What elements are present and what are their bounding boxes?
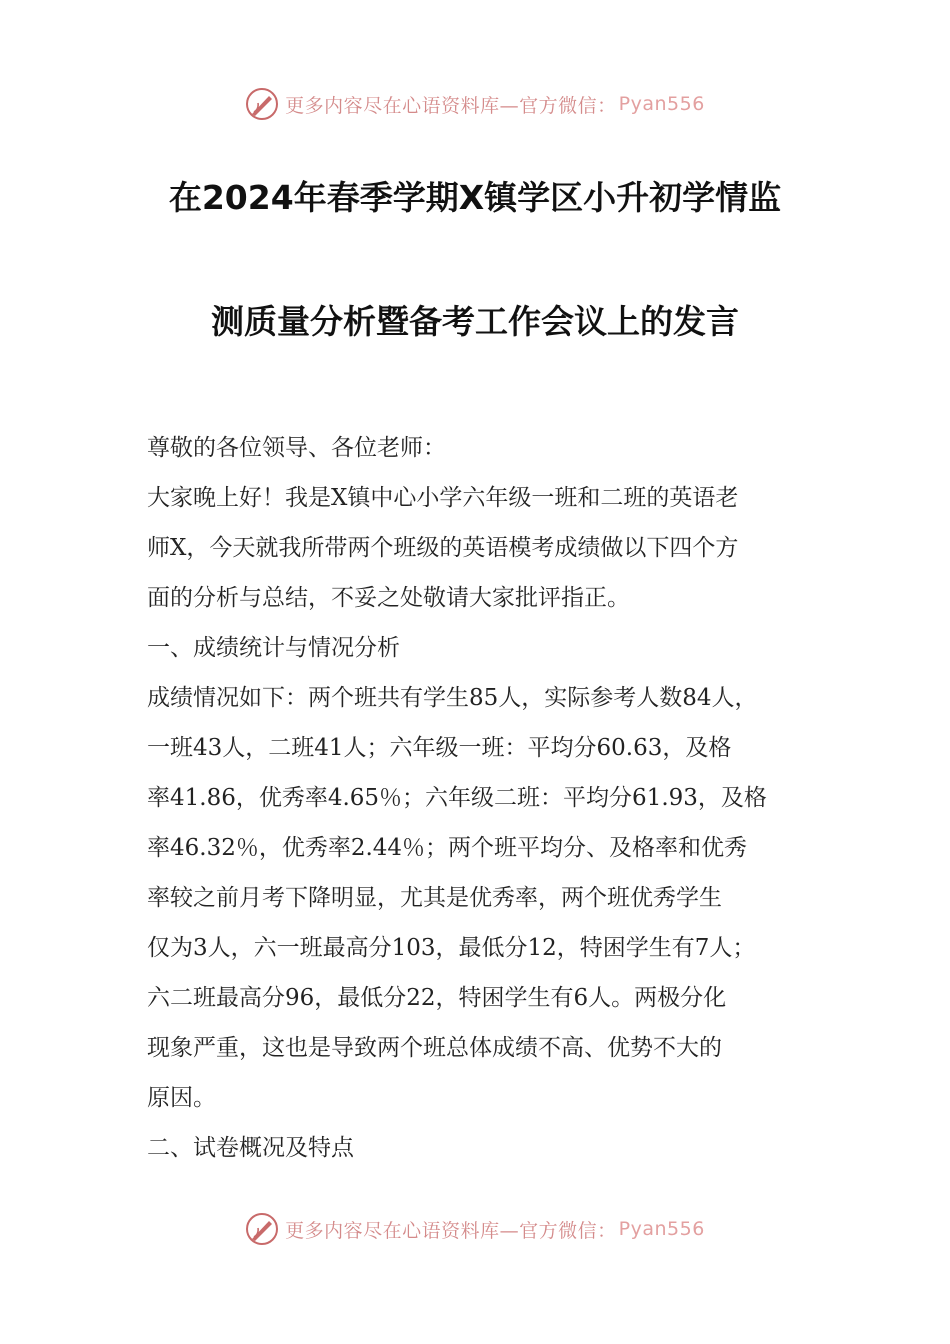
paragraph-line: 面的分析与总结，不妥之处敬请大家批评指正。: [147, 585, 630, 611]
document-title-line-2: 测质量分析暨备考工作会议上的发言: [211, 302, 739, 341]
section-heading-2: 二、试卷概况及特点: [147, 1135, 354, 1161]
paragraph-line: 一班43人，二班41人；六年级一班：平均分60.63，及格: [147, 735, 732, 761]
banner-wechat-id: Pyan556: [618, 93, 705, 115]
paragraph-line: 六二班最高分96，最低分22，特困学生有6人。两极分化: [147, 985, 727, 1011]
paragraph-line: 率41.86，优秀率4.65％；六年级二班：平均分61.93，及格: [147, 785, 767, 811]
paragraph-line: 师X，今天就我所带两个班级的英语模考成绩做以下四个方: [147, 535, 739, 561]
document-body: [147, 423, 822, 1173]
paragraph-line: 大家晚上好！我是X镇中心小学六年级一班和二班的英语老: [147, 485, 739, 511]
document-title-line-1: 在2024年春季学期X镇学区小升初学情监: [168, 178, 782, 217]
section-heading-1: 一、成绩统计与情况分析: [147, 635, 400, 661]
header-watermark-banner: [0, 84, 950, 124]
paragraph-line: 率较之前月考下降明显，尤其是优秀率，两个班优秀学生: [147, 885, 722, 911]
banner-wechat-id: Pyan556: [618, 1218, 705, 1240]
paragraph-line: 现象严重，这也是导致两个班总体成绩不高、优势不大的: [147, 1035, 722, 1061]
banner-text: 更多内容尽在心语资料库—官方微信：: [285, 1219, 617, 1242]
paragraph-line: 率46.32％，优秀率2.44％；两个班平均分、及格率和优秀: [147, 835, 748, 861]
paragraph-line: 仅为3人，六一班最高分103，最低分12，特困学生有7人；: [147, 935, 756, 961]
quill-logo-icon: [245, 1212, 279, 1246]
banner-text: 更多内容尽在心语资料库—官方微信：: [285, 94, 617, 117]
footer-watermark-banner: [0, 1209, 950, 1249]
quill-logo-icon: [245, 87, 279, 121]
salutation: 尊敬的各位领导、各位老师：: [147, 435, 446, 461]
paragraph-line: 原因。: [147, 1085, 216, 1111]
paragraph-line: 成绩情况如下：两个班共有学生85人，实际参考人数84人，: [147, 685, 758, 711]
